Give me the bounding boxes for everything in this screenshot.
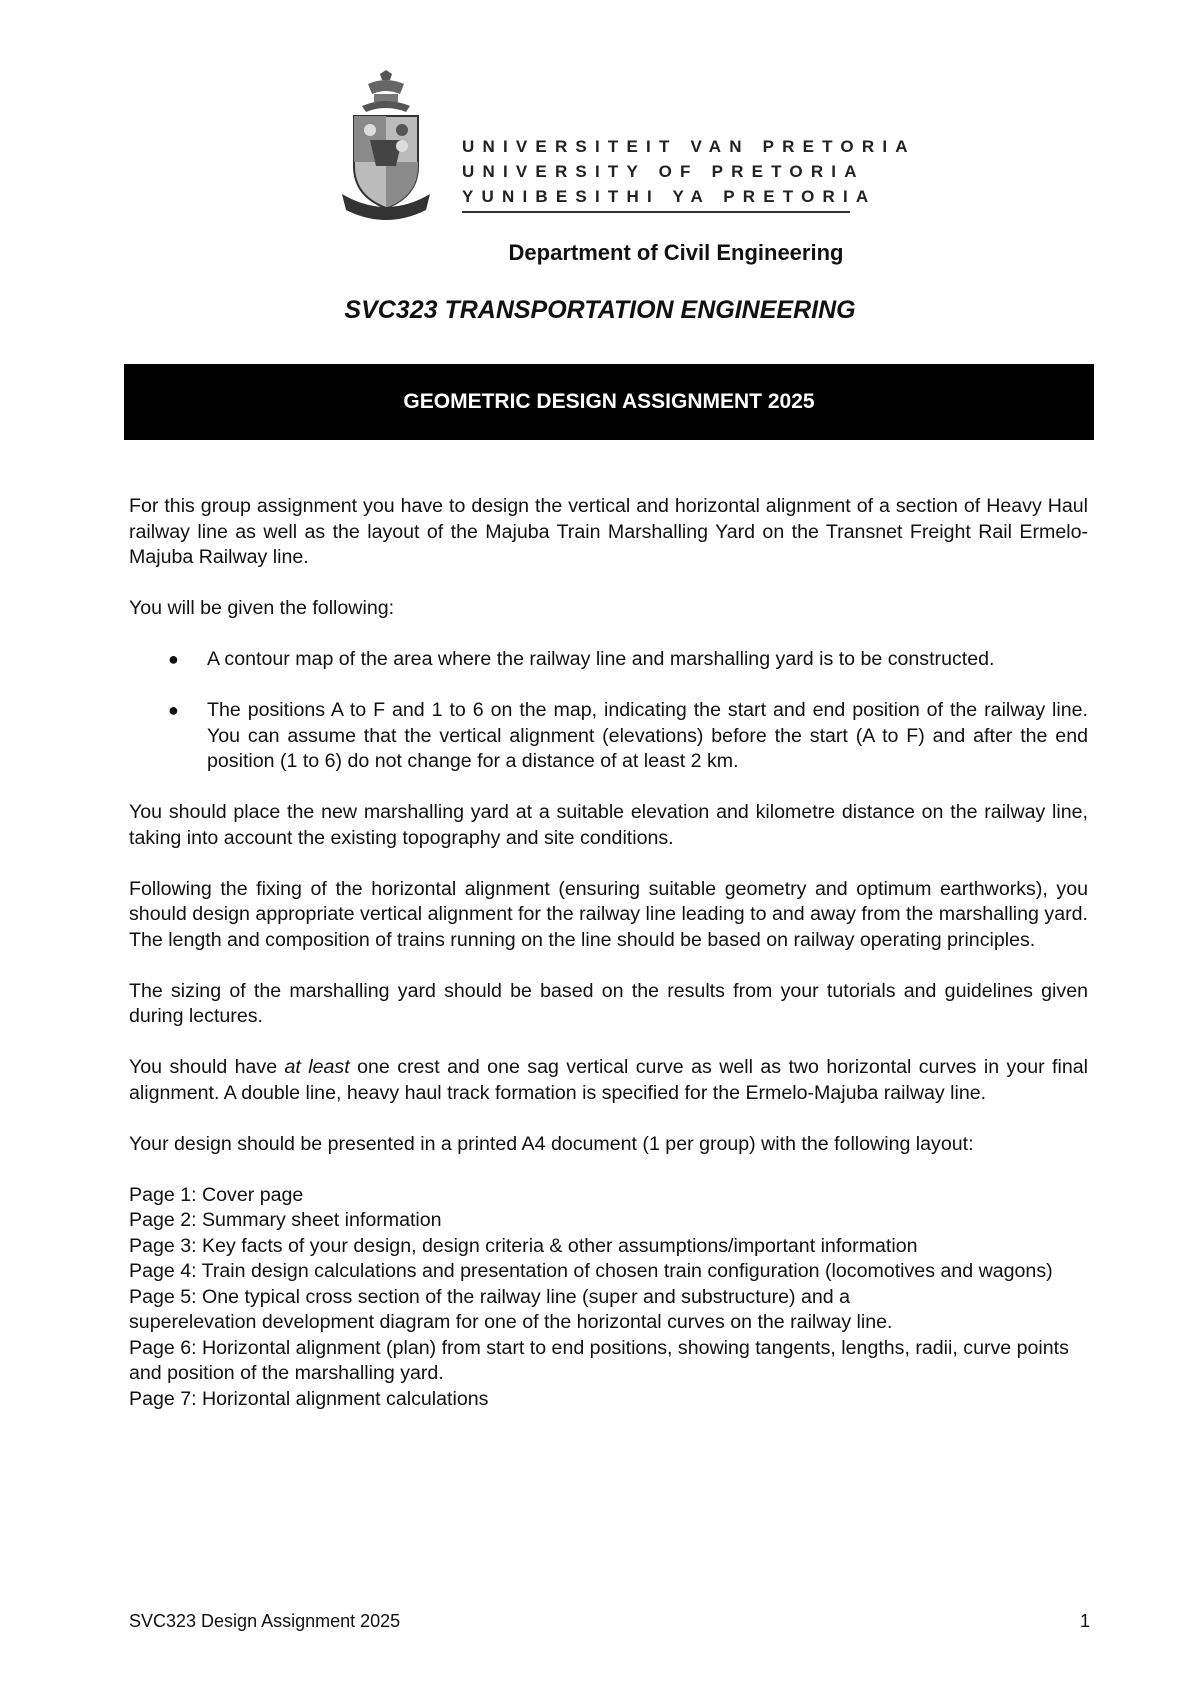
university-name-afrikaans: UNIVERSITEIT VAN PRETORIA bbox=[462, 137, 916, 156]
department-heading: Department of Civil Engineering bbox=[508, 240, 844, 265]
list-item: Page 6: Horizontal alignment (plan) from start to end positions, showing tangents, lengths, radii, curve points and position of the marshalling yard. bbox=[129, 1336, 1069, 1384]
layout-paragraph: Your design should be presented in a printed A4 document (1 per group) with the following layout: bbox=[129, 1132, 974, 1155]
list-item: ● The positions A to F and 1 to 6 on the map, indicating the start and end position of the railway line. You can assume that the vertical alignment (elevations) before the start (A to F) and after the end position (1 to 6) do not change for a distance of at least 2 km. bbox=[168, 699, 1088, 772]
list-item: Page 7: Horizontal alignment calculations bbox=[129, 1387, 489, 1410]
yard-placement-paragraph: You should place the new marshalling yard at a suitable elevation and kilometre distance on the railway line, taking into account the existing topography and site conditions. bbox=[129, 801, 1088, 849]
university-name-block bbox=[462, 134, 916, 209]
footer-page-number: 1 bbox=[1080, 1611, 1091, 1631]
given-items-list bbox=[129, 647, 1088, 775]
list-item: Page 4: Train design calculations and presentation of chosen train configuration (locomotives and wagons) bbox=[129, 1260, 1053, 1282]
sizing-paragraph: The sizing of the marshalling yard should be based on the results from your tutorials and guidelines given during lectures. bbox=[129, 979, 1088, 1027]
intro-paragraph: For this group assignment you have to design the vertical and horizontal alignment of a section of Heavy Haul railway line as well as the layout of the Majuba Train Marshalling Yard on the Transnet Freight Rail Ermelo-Majuba Railway line. bbox=[129, 495, 1088, 568]
bullet-icon: ● bbox=[168, 700, 179, 720]
list-item: superelevation development diagram for one of the horizontal curves on the railway line. bbox=[129, 1311, 893, 1333]
bullet-icon: ● bbox=[168, 649, 179, 669]
assignment-title-banner: GEOMETRIC DESIGN ASSIGNMENT 2025 bbox=[124, 364, 1094, 440]
university-crest-icon bbox=[340, 70, 432, 220]
logo-underline bbox=[462, 211, 850, 213]
list-item: Page 1: Cover page bbox=[129, 1183, 304, 1206]
alignment-paragraph: Following the fixing of the horizontal alignment (ensuring suitable geometry and optimum earthworks), you should design appropriate vertical alignment for the railway line leading to and away from the marshalling yard. The length and composition of trains running on the line should be based on railway operating principles. bbox=[129, 877, 1088, 951]
assignment-body bbox=[129, 494, 1088, 1412]
list-item: Page 5: One typical cross section of the railway line (super and substructure) and a bbox=[129, 1285, 850, 1308]
page-layout-list bbox=[129, 1183, 1088, 1413]
university-name-english: UNIVERSITY OF PRETORIA bbox=[462, 162, 865, 181]
list-item: Page 3: Key facts of your design, design criteria & other assumptions/important information bbox=[129, 1234, 918, 1257]
footer-document-title: SVC323 Design Assignment 2025 bbox=[129, 1611, 401, 1631]
list-item: Page 2: Summary sheet information bbox=[129, 1209, 442, 1231]
list-item: ● A contour map of the area where the railway line and marshalling yard is to be constructed. bbox=[129, 647, 1088, 673]
given-lead: You will be given the following: bbox=[129, 597, 395, 619]
curves-paragraph: You should have at least one crest and one sag vertical curve as well as two horizontal curves in your final alignment. A double line, heavy haul track formation is specified for the Ermelo-Majuba railway line. bbox=[129, 1056, 1088, 1104]
university-name-sepedi: YUNIBESITHI YA PRETORIA bbox=[462, 187, 877, 206]
emphasis-at-least: at least bbox=[284, 1056, 350, 1078]
course-title: SVC323 TRANSPORTATION ENGINEERING bbox=[344, 296, 856, 324]
